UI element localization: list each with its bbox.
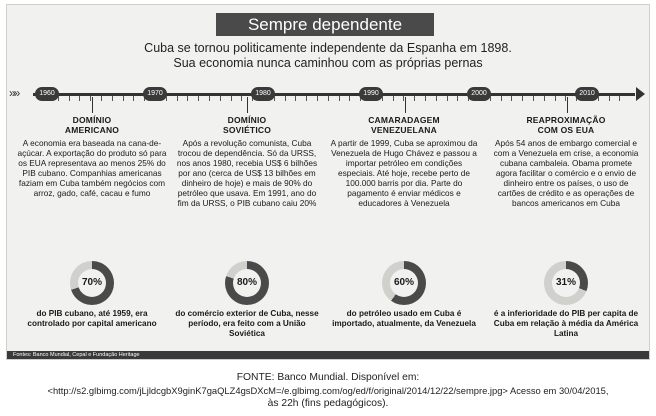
timeline-tick — [501, 96, 502, 101]
timeline-tick — [306, 96, 307, 101]
year-marker-1970: 1970 — [143, 87, 167, 101]
percent-ring-31 — [544, 261, 588, 305]
timeline-tick — [69, 96, 70, 101]
timeline-tick — [285, 96, 286, 101]
timeline-tick — [425, 96, 426, 101]
era-connector — [92, 97, 93, 113]
timeline-tick — [231, 96, 232, 101]
timeline-tick — [609, 96, 610, 101]
percent-value: 70% — [78, 269, 106, 297]
timeline-tick — [317, 96, 318, 101]
footer-url: <http://s2.glbimg.com/jLjldcgbX9ginK7gaQLZ4gsDXcM=/e.glbimg.com/og/ed/f/original/2014/12/22/sempre.jpg> Acesso em 30/04/2015, — [47, 385, 609, 396]
timeline-tick — [328, 96, 329, 101]
timeline-tick — [198, 96, 199, 101]
era-title: DOMÍNIO SOVIÉTICO — [222, 115, 272, 135]
era-title: REAPROXIMAÇÃO COM OS EUA — [526, 115, 606, 135]
timeline-tick — [241, 96, 242, 101]
era-text: A partir de 1999, Cuba se aproximou da Venezuela de Hugo Chávez e passou a importar petróleo em condições especiais. Até hoje, recebe perto de 100.000 barris por dia. Parte do pagamento é enviar médicos e educadores à Venezuela — [330, 138, 478, 208]
timeline-tick — [123, 96, 124, 101]
era-text: A economia era baseada na cana-de-açúcar. A exportação do produto só para os EUA representava ao menos 25% do PIB cubano. Companhias americanas faziam em Cuba também negócios com arroz, gado, café, cacau e fumo — [17, 138, 167, 198]
percent-ring-60 — [382, 261, 426, 305]
sources-bar: Fontes: Banco Mundial, Cepal e Fundação Heritage — [7, 351, 649, 359]
percent-value: 60% — [390, 269, 418, 297]
percent-value: 31% — [552, 269, 580, 297]
timeline-tick — [414, 96, 415, 101]
percent-value: 80% — [233, 269, 261, 297]
era-column-american — [17, 115, 167, 198]
timeline-tick — [133, 96, 134, 101]
timeline-tick — [209, 96, 210, 101]
percent-ring-70 — [70, 261, 114, 305]
year-marker-2000: 2000 — [467, 87, 491, 101]
year-marker-1960: 1960 — [35, 87, 59, 101]
stat-caption: é a inferioridade do PIB per capita de Cuba em relação à média da América Latina — [493, 309, 639, 338]
timeline-tick — [393, 96, 394, 101]
timeline-tick — [101, 96, 102, 101]
infographic — [6, 4, 650, 360]
timeline-tick — [339, 96, 340, 101]
percent-ring-80 — [225, 261, 269, 305]
stat-caption: do PIB cubano, até 1959, era controlado por capital americano — [27, 309, 157, 328]
timeline-tick — [436, 96, 437, 101]
timeline-tick — [533, 96, 534, 101]
era-title: CAMARADAGEM VENEZUELANA — [368, 115, 440, 135]
infographic-title: Sempre dependente — [216, 13, 434, 36]
stat-caption: do comércio exterior de Cuba, nesse período, era feito com a União Soviética — [175, 309, 319, 338]
era-connector — [247, 97, 248, 113]
era-column-usa — [491, 115, 641, 208]
era-column-venezuelan — [329, 115, 479, 208]
timeline-tick — [457, 96, 458, 101]
era-connector — [567, 97, 568, 113]
era-text: Após a revolução comunista, Cuba trocou de dependência. Só da URSS, nos anos 1980, recebia US$ 6 bilhões por ano (cerca de US$ 13 bilhões em dinheiro de hoje) e mais de 90% do petróleo que usava. Em 1991, ano do fim da URSS, o PIB cubano caiu 20% — [176, 138, 318, 208]
timeline-tick — [522, 96, 523, 101]
year-marker-1980: 1980 — [251, 87, 275, 101]
timeline-tick — [220, 96, 221, 101]
footer-note: às 22h (fins pedagógicos). — [267, 398, 389, 409]
era-text: Após 54 anos de embargo comercial e com a Venezuela em crise, a economia cubana cambaleia. Obama promete agora facilitar o comércio e o envio de dinheiro entre os países, o uso de cartões de crédito e as operações de bancos americanos em Cuba — [493, 138, 639, 208]
timeline — [7, 77, 650, 113]
timeline-tick — [555, 96, 556, 101]
timeline-start-arrows: »» — [9, 86, 19, 100]
timeline-tick — [112, 96, 113, 101]
timeline-tick — [177, 96, 178, 101]
timeline-tick — [187, 96, 188, 101]
timeline-tick — [447, 96, 448, 101]
footer-source: FONTE: Banco Mundial. Disponível em: — [236, 372, 420, 383]
year-marker-2010: 2010 — [575, 87, 599, 101]
timeline-tick — [295, 96, 296, 101]
subtitle-line-1: Cuba se tornou politicamente independente da Espanha em 1898. — [144, 41, 512, 55]
timeline-tick — [619, 96, 620, 101]
timeline-tick — [79, 96, 80, 101]
year-marker-1990: 1990 — [359, 87, 383, 101]
timeline-tick — [544, 96, 545, 101]
era-title: DOMÍNIO AMERICANO — [64, 115, 120, 135]
era-connector — [405, 97, 406, 113]
stat-caption: do petróleo usado em Cuba é importado, atualmente, da Venezuela — [332, 309, 476, 328]
timeline-tick — [511, 96, 512, 101]
subtitle-line-2: Sua economia nunca caminhou com as próprias pernas — [173, 56, 483, 70]
timeline-arrowhead-icon — [636, 87, 645, 101]
era-column-soviet — [172, 115, 322, 208]
timeline-tick — [349, 96, 350, 101]
